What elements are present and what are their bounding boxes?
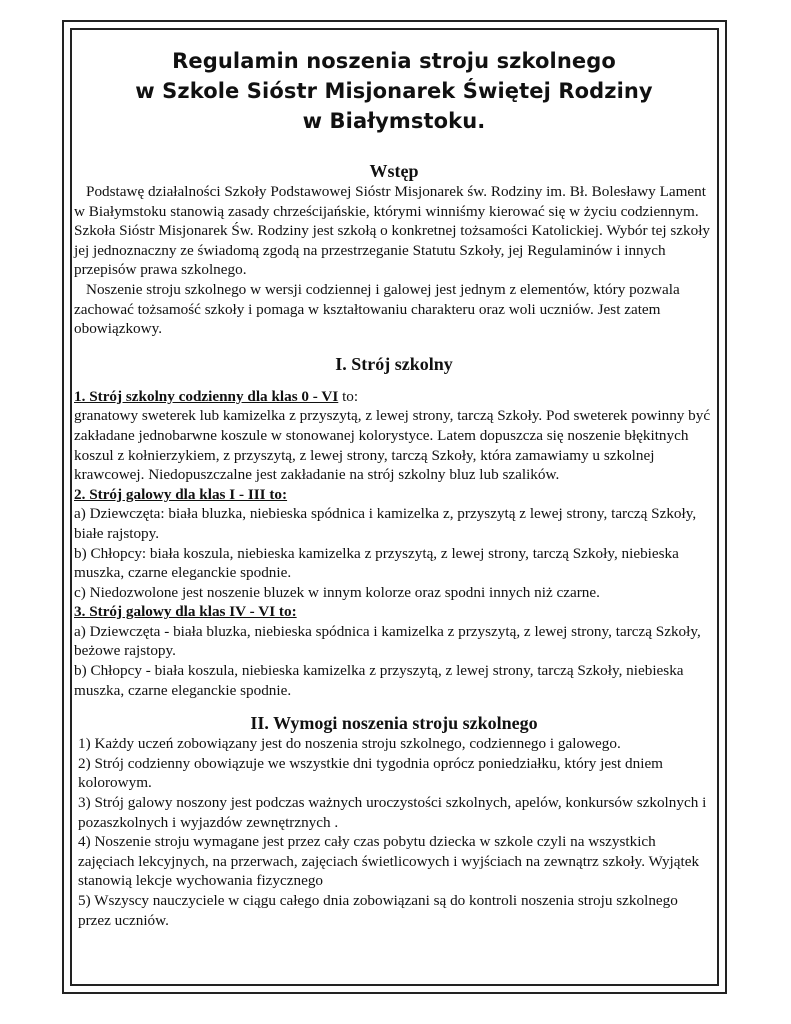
subsection-2-item: b) Chłopcy: biała koszula, niebieska kamizelka z przyszytą, z lewej strony, tarczą Szkoły, niebieska muszka, czarne eleganckie spodnie. <box>74 544 679 582</box>
intro-paragraph-1: Podstawę działalności Szkoły Podstawowej Sióstr Misjonarek św. Rodziny im. Bł. Bolesławy Lament w Białymstoku stanowią zasady chrześcijańskie, którymi winniśmy kierować się w życiu codziennym. Szkoła Sióstr Misjonarek Św. Rodziny jest szkołą o konkretnej tożsamości Katolickiej. Wybór tej szkoły jej jednoznaczny ze świadomą zgodą na przestrzeganie Statutu Szkoły, jej Regulaminów i innych przepisów prawa szkolnego. <box>74 183 711 279</box>
requirement-item: 1) Każdy uczeń zobowiązany jest do noszenia stroju szkolnego, codziennego i galowego. <box>78 735 621 753</box>
requirement-item: 4) Noszenie stroju wymagane jest przez cały czas pobytu dziecka w szkole czyli na wszystkich zajęciach lekcyjnych, na przerwach, zajęciach świetlicowych i wyjściach na zewnątrz szkoły. Wyjątek stanowią lekcje wychowania fizycznego <box>78 833 700 890</box>
subsection-1-heading <box>74 387 714 407</box>
title-line-2: w Szkole Sióstr Misjonarek Świętej Rodziny <box>135 79 653 103</box>
subsection-2-item: a) Dziewczęta: biała bluzka, niebieska spódnica i kamizelka z, przyszytą z lewej strony, tarczą Szkoły, białe rajstopy. <box>74 505 697 542</box>
intro-paragraph-2: Noszenie stroju szkolnego w wersji codziennej i galowej jest jednym z elementów, który pozwala zachować tożsamość szkoły i pomaga w kształtowaniu charakteru oraz woli uczniów. Jest zatem obowiązkowy. <box>74 280 680 338</box>
subsection-1-suffix: to: <box>338 387 359 405</box>
subsection-1-text: granatowy sweterek lub kamizelka z przyszytą, z lewej strony, tarczą Szkoły. Pod sweterek powinny być zakładane jednobarwne koszule w stonowanej kolorystyce. Latem dopuszcza się noszenie błękitnych koszul z kołnierzykiem, z przyszytą, z lewej strony, tarczą Szkoły, która zamawiamy u szkolnej krawcowej. Niedopuszczalne jest zakładanie na strój szkolny bluz lub szalików. <box>74 407 711 484</box>
subsection-3-item: b) Chłopcy - biała koszula, niebieska kamizelka z przyszytą, z lewej strony, tarczą Szkoły, niebieska muszka, czarne eleganckie spodnie. <box>74 662 684 699</box>
requirement-item: 3) Strój galowy noszony jest podczas ważnych uroczystości szkolnych, apelów, konkursów szkolnych i pozaszkolnych i wyjazdów zewnętrznych . <box>78 794 707 831</box>
section-2-heading: II. Wymogi noszenia stroju szkolnego <box>250 713 538 734</box>
document-title <box>74 46 714 136</box>
subsection-1-title: 1. Strój szkolny codzienny dla klas 0 - VI <box>74 387 339 405</box>
intro-heading: Wstęp <box>369 161 419 181</box>
subsection-2-title: 2. Strój galowy dla klas I - III to: <box>74 485 288 503</box>
requirement-item: 5) Wszyscy nauczyciele w ciągu całego dnia zobowiązani są do kontroli noszenia stroju szkolnego przez uczniów. <box>78 892 678 929</box>
subsection-3-title: 3. Strój galowy dla klas IV - VI to: <box>74 603 297 621</box>
section-1-heading: I. Strój szkolny <box>335 353 453 374</box>
title-line-3: w Białymstoku. <box>302 109 486 133</box>
document-body <box>74 46 714 930</box>
requirement-item: 2) Strój codzienny obowiązuje we wszystkie dni tygodnia oprócz poniedziałku, który jest dniem kolorowym. <box>78 754 664 792</box>
subsection-3-item: a) Dziewczęta - biała bluzka, niebieska spódnica i kamizelka z przyszytą, z lewej strony, tarczą Szkoły, beżowe rajstopy. <box>74 622 701 660</box>
subsection-2-item: c) Niedozwolone jest noszenie bluzek w innym kolorze oraz spodni innych niż czarne. <box>74 583 600 601</box>
title-line-1: Regulamin noszenia stroju szkolnego <box>172 49 616 73</box>
